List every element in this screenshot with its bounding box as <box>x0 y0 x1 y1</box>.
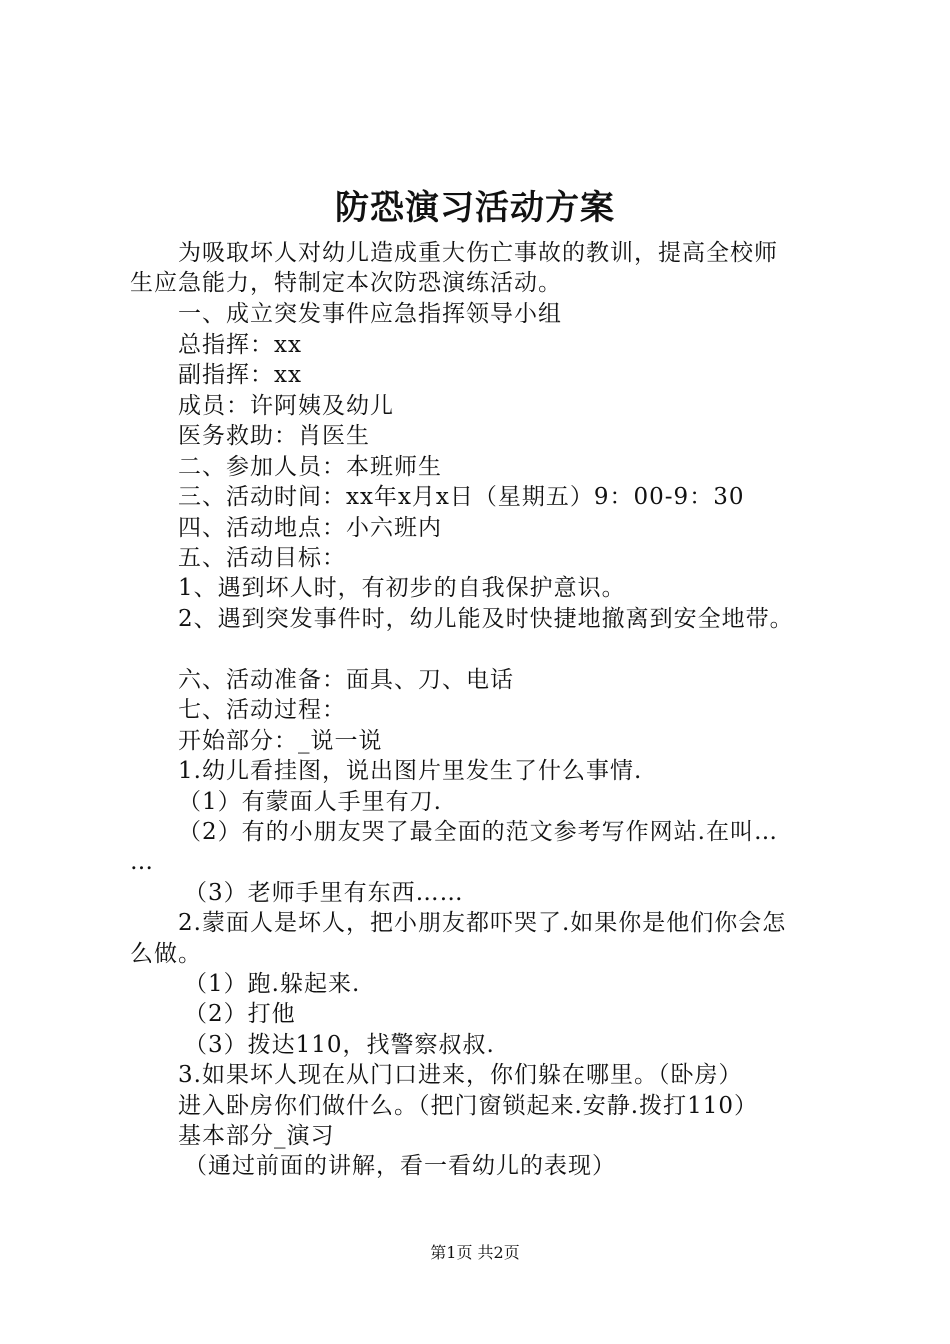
paragraph-line: （通过前面的讲解，看一看幼儿的表现） <box>184 1153 616 1179</box>
section-heading: 三、活动时间：xx年x月x日（星期五）9：00-9：30 <box>178 484 745 510</box>
list-item: 1.幼儿看挂图，说出图片里发生了什么事情. <box>178 758 643 784</box>
list-item: （3）老师手里有东西…… <box>184 880 464 906</box>
list-item: （2）有的小朋友哭了最全面的范文参考写作网站.在叫… <box>178 819 778 845</box>
paragraph-line: 生应急能力，特制定本次防恐演练活动。 <box>130 270 562 296</box>
list-item: （1）跑.躲起来. <box>184 971 361 997</box>
paragraph-line: 医务救助：肖医生 <box>178 423 370 449</box>
list-item: （2）打他 <box>184 1001 296 1027</box>
paragraph-line: 么做。 <box>130 941 202 967</box>
section-heading: 七、活动过程： <box>178 697 346 723</box>
document-title: 防恐演习活动方案 <box>335 188 615 228</box>
paragraph-line: 基本部分_演习 <box>178 1123 335 1149</box>
paragraph-line: 开始部分：_说一说 <box>178 728 383 754</box>
section-heading: 四、活动地点：小六班内 <box>178 515 442 541</box>
paragraph-line: … <box>130 849 154 875</box>
list-item: 2.蒙面人是坏人，把小朋友都吓哭了.如果你是他们你会怎 <box>178 910 787 936</box>
paragraph-line: 进入卧房你们做什么。（把门窗锁起来.安静.拨打110） <box>178 1093 759 1119</box>
section-heading: 二、参加人员：本班师生 <box>178 454 442 480</box>
paragraph-line: 总指挥：xx <box>178 332 302 358</box>
list-item: （1）有蒙面人手里有刀. <box>178 789 442 815</box>
section-heading: 五、活动目标： <box>178 545 346 571</box>
paragraph-line: 为吸取坏人对幼儿造成重大伤亡事故的教训，提高全校师 <box>178 240 778 266</box>
list-item: 1、遇到坏人时，有初步的自我保护意识。 <box>178 575 626 601</box>
page-footer: 第1页 共2页 <box>430 1243 520 1262</box>
list-item: （3）拨达110，找警察叔叔. <box>184 1032 495 1058</box>
section-heading: 一、成立突发事件应急指挥领导小组 <box>178 301 562 327</box>
paragraph-line: 副指挥：xx <box>178 362 302 388</box>
list-item: 2、遇到突发事件时，幼儿能及时快捷地撤离到安全地带。 <box>178 606 794 632</box>
section-heading: 六、活动准备：面具、刀、电话 <box>178 667 514 693</box>
list-item: 3.如果坏人现在从门口进来，你们躲在哪里。（卧房） <box>178 1062 743 1088</box>
paragraph-line: 成员：许阿姨及幼儿 <box>178 393 394 419</box>
